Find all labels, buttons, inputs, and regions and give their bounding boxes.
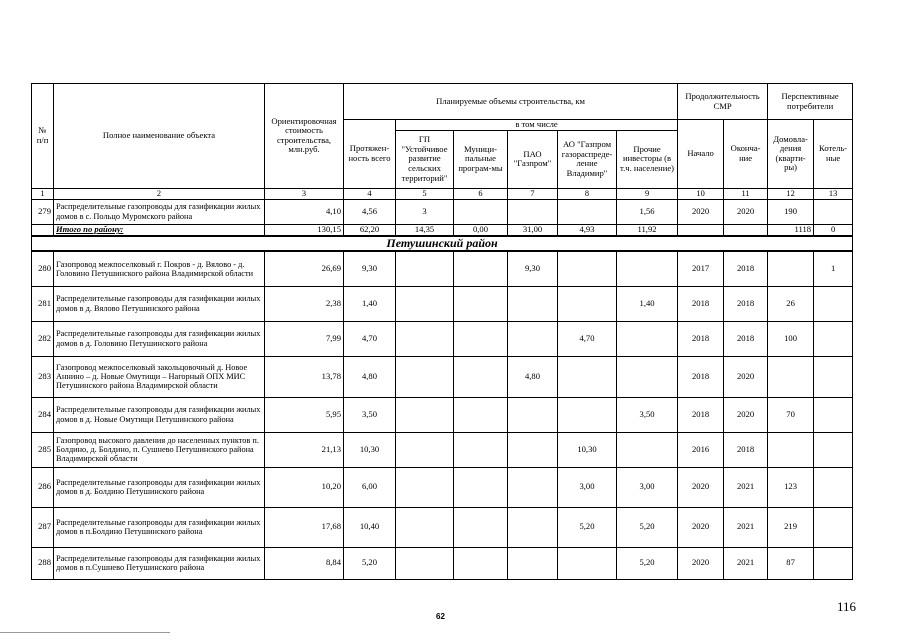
other-cell [617, 432, 678, 467]
cost-cell: 13,78 [265, 356, 344, 397]
gp-cell [396, 251, 454, 286]
gp-cell [396, 432, 454, 467]
boilers-cell [814, 397, 853, 432]
length-cell: 5,20 [344, 547, 396, 579]
other-cell: 1,56 [617, 199, 678, 224]
col-number: 3 [265, 188, 344, 199]
end-year-cell: 2018 [724, 251, 768, 286]
col-number: 6 [454, 188, 508, 199]
table-header [32, 84, 853, 200]
boilers-cell: 1 [814, 251, 853, 286]
municipal-cell [454, 286, 508, 321]
total-end [724, 224, 768, 236]
object-name: Распределительные газопроводы для газификации жилых домов в д. Головино Петушинского района [54, 321, 265, 356]
other-cell: 3,50 [617, 397, 678, 432]
start-year-cell: 2018 [678, 397, 724, 432]
total-empty [32, 224, 54, 236]
houses-cell: 123 [768, 467, 814, 507]
cost-cell: 8,84 [265, 547, 344, 579]
total-ao: 4,93 [558, 224, 617, 236]
total-section [32, 224, 853, 251]
row-number: 283 [32, 356, 54, 397]
ao-cell [558, 397, 617, 432]
houses-cell: 26 [768, 286, 814, 321]
ao-cell: 5,20 [558, 507, 617, 547]
start-year-cell: 2018 [678, 286, 724, 321]
object-name: Распределительные газопроводы для газификации жилых домов в д. Новые Омутищи Петушинского района [54, 397, 265, 432]
boilers-cell [814, 286, 853, 321]
col-number: 9 [617, 188, 678, 199]
end-year-cell: 2018 [724, 321, 768, 356]
total-boilers: 0 [814, 224, 853, 236]
length-cell: 4,70 [344, 321, 396, 356]
cost-cell: 2,38 [265, 286, 344, 321]
other-cell: 5,20 [617, 547, 678, 579]
other-cell [617, 321, 678, 356]
houses-cell: 190 [768, 199, 814, 224]
municipal-cell [454, 321, 508, 356]
houses-cell: 70 [768, 397, 814, 432]
other-cell [617, 356, 678, 397]
table-row [32, 356, 853, 397]
header-planned: Планируемые объемы строительства, км [344, 84, 678, 120]
pao-cell [508, 547, 558, 579]
boilers-cell [814, 467, 853, 507]
col-number: 13 [814, 188, 853, 199]
pao-cell [508, 286, 558, 321]
gp-cell [396, 321, 454, 356]
header-pao: ПАО "Газпром" [508, 130, 558, 188]
col-number: 5 [396, 188, 454, 199]
header-gp: ГП "Устойчивое развитие сельских территорий" [396, 130, 454, 188]
table-row [32, 286, 853, 321]
municipal-cell [454, 356, 508, 397]
column-numbers-row [32, 188, 853, 199]
header-num: № п/п [32, 84, 54, 189]
header-incl: в том числе [396, 120, 678, 131]
municipal-cell [454, 432, 508, 467]
header-cost: Ориентировочная стоимость строительства, млн.руб. [265, 84, 344, 189]
header-other: Прочие инвесторы (в т.ч. население) [617, 130, 678, 188]
header-smr: Продолжительность СМР [678, 84, 768, 120]
cost-cell: 26,69 [265, 251, 344, 286]
pao-cell: 4,80 [508, 356, 558, 397]
col-number: 1 [32, 188, 54, 199]
cost-cell: 21,13 [265, 432, 344, 467]
pao-cell [508, 321, 558, 356]
table-row [32, 321, 853, 356]
col-number: 2 [54, 188, 265, 199]
table-row [32, 199, 853, 224]
pao-cell: 9,30 [508, 251, 558, 286]
cost-cell: 7,99 [265, 321, 344, 356]
start-year-cell: 2018 [678, 356, 724, 397]
gp-cell [396, 507, 454, 547]
header-consumers: Перспективные потребители [768, 84, 853, 120]
length-cell: 10,40 [344, 507, 396, 547]
length-cell: 9,30 [344, 251, 396, 286]
gas-pipeline-table [31, 83, 853, 580]
table-row [32, 397, 853, 432]
pao-cell [508, 397, 558, 432]
boilers-cell [814, 321, 853, 356]
total-houses: 1118 [768, 224, 814, 236]
total-pao: 31,00 [508, 224, 558, 236]
municipal-cell [454, 397, 508, 432]
pao-cell [508, 467, 558, 507]
houses-cell: 100 [768, 321, 814, 356]
length-cell: 1,40 [344, 286, 396, 321]
ao-cell [558, 251, 617, 286]
municipal-cell [454, 547, 508, 579]
header-municipal: Муници-пальные програм-мы [454, 130, 508, 188]
houses-cell [768, 432, 814, 467]
cost-cell: 10,20 [265, 467, 344, 507]
total-start [678, 224, 724, 236]
pao-cell [508, 507, 558, 547]
table-row [32, 507, 853, 547]
length-cell: 6,00 [344, 467, 396, 507]
gp-cell [396, 286, 454, 321]
length-cell: 10,30 [344, 432, 396, 467]
start-year-cell: 2020 [678, 467, 724, 507]
total-label: Итого по району: [54, 224, 265, 236]
ao-cell: 3,00 [558, 467, 617, 507]
header-end: Оконча-ние [724, 120, 768, 189]
municipal-cell [454, 507, 508, 547]
table-row [32, 432, 853, 467]
col-number: 8 [558, 188, 617, 199]
cost-cell: 4,10 [265, 199, 344, 224]
object-name: Газопровод межпоселковый закольцовочный д. Новое Аннино – д. Новые Омутищи – Нагорный ОПХ МИС Петушинского района Владимирской области [54, 356, 265, 397]
other-cell: 1,40 [617, 286, 678, 321]
row-number: 285 [32, 432, 54, 467]
length-cell: 4,56 [344, 199, 396, 224]
ao-cell [558, 286, 617, 321]
end-year-cell: 2020 [724, 356, 768, 397]
table-row [32, 251, 853, 286]
other-cell: 5,20 [617, 507, 678, 547]
boilers-cell [814, 356, 853, 397]
end-year-cell: 2021 [724, 467, 768, 507]
ao-cell: 4,70 [558, 321, 617, 356]
end-year-cell: 2021 [724, 507, 768, 547]
gp-cell [396, 467, 454, 507]
col-number: 4 [344, 188, 396, 199]
boilers-cell [814, 507, 853, 547]
pao-cell [508, 199, 558, 224]
gp-cell [396, 356, 454, 397]
row-number: 279 [32, 199, 54, 224]
page-number-stamp: 116 [837, 599, 857, 614]
object-name: Газопровод высокого давления до населенных пунктов п. Болдино, д. Болдино, п. Сушнево Петушинского района Владимирской области [54, 432, 265, 467]
ao-cell [558, 356, 617, 397]
start-year-cell: 2016 [678, 432, 724, 467]
other-cell [617, 251, 678, 286]
length-cell: 4,80 [344, 356, 396, 397]
object-name: Распределительные газопроводы для газификации жилых домов в п.Болдино Петушинского района [54, 507, 265, 547]
table-row [32, 547, 853, 579]
end-year-cell: 2021 [724, 547, 768, 579]
district-rows [32, 251, 853, 579]
total-gp: 14,35 [396, 224, 454, 236]
header-ao: АО "Газпром газораспреде-ление Владимир" [558, 130, 617, 188]
col-number: 12 [768, 188, 814, 199]
district-total-row [32, 224, 853, 236]
gp-cell [396, 547, 454, 579]
ao-cell [558, 547, 617, 579]
start-year-cell: 2017 [678, 251, 724, 286]
header-start: Начало [678, 120, 724, 189]
col-number: 11 [724, 188, 768, 199]
total-municipal: 0,00 [454, 224, 508, 236]
page-number-center: 62 [436, 612, 445, 621]
total-cost: 130,15 [265, 224, 344, 236]
start-year-cell: 2020 [678, 507, 724, 547]
row-number: 286 [32, 467, 54, 507]
row-number: 281 [32, 286, 54, 321]
municipal-cell [454, 467, 508, 507]
end-year-cell: 2018 [724, 286, 768, 321]
col-number: 7 [508, 188, 558, 199]
end-year-cell: 2018 [724, 432, 768, 467]
houses-cell [768, 251, 814, 286]
table-row [32, 467, 853, 507]
district-heading-row [32, 236, 853, 251]
object-name: Распределительные газопроводы для газификации жилых домов в д. Болдино Петушинского района [54, 467, 265, 507]
row-number: 288 [32, 547, 54, 579]
total-length: 62,20 [344, 224, 396, 236]
ao-cell [558, 199, 617, 224]
row-number: 287 [32, 507, 54, 547]
scan-edge-line [0, 632, 170, 633]
boilers-cell [814, 199, 853, 224]
row-number: 284 [32, 397, 54, 432]
houses-cell: 219 [768, 507, 814, 547]
houses-cell [768, 356, 814, 397]
gp-cell [396, 397, 454, 432]
district-heading: Петушинский район [32, 236, 853, 251]
header-length: Протяжен-ность всего [344, 120, 396, 189]
houses-cell: 87 [768, 547, 814, 579]
other-cell: 3,00 [617, 467, 678, 507]
rows-before-total [32, 199, 853, 224]
object-name: Распределительные газопроводы для газификации жилых домов в с. Польцо Муромского района [54, 199, 265, 224]
ao-cell: 10,30 [558, 432, 617, 467]
row-number: 282 [32, 321, 54, 356]
boilers-cell [814, 432, 853, 467]
municipal-cell [454, 251, 508, 286]
header-houses: Домовла-дения (кварти-ры) [768, 120, 814, 189]
cost-cell: 5,95 [265, 397, 344, 432]
length-cell: 3,50 [344, 397, 396, 432]
object-name: Распределительные газопроводы для газификации жилых домов в п.Сушнево Петушинского района [54, 547, 265, 579]
end-year-cell: 2020 [724, 397, 768, 432]
total-other: 11,92 [617, 224, 678, 236]
header-boilers: Котель-ные [814, 120, 853, 189]
row-number: 280 [32, 251, 54, 286]
start-year-cell: 2020 [678, 199, 724, 224]
gp-cell: 3 [396, 199, 454, 224]
col-number: 10 [678, 188, 724, 199]
object-name: Распределительные газопроводы для газификации жилых домов в д. Вялово Петушинского района [54, 286, 265, 321]
object-name: Газопровод межпоселковый г. Покров - д. Вялово - д. Головино Петушинского района Владимирской области [54, 251, 265, 286]
cost-cell: 17,68 [265, 507, 344, 547]
header-name: Полное наименование объекта [54, 84, 265, 189]
boilers-cell [814, 547, 853, 579]
municipal-cell [454, 199, 508, 224]
start-year-cell: 2020 [678, 547, 724, 579]
pao-cell [508, 432, 558, 467]
start-year-cell: 2018 [678, 321, 724, 356]
end-year-cell: 2020 [724, 199, 768, 224]
